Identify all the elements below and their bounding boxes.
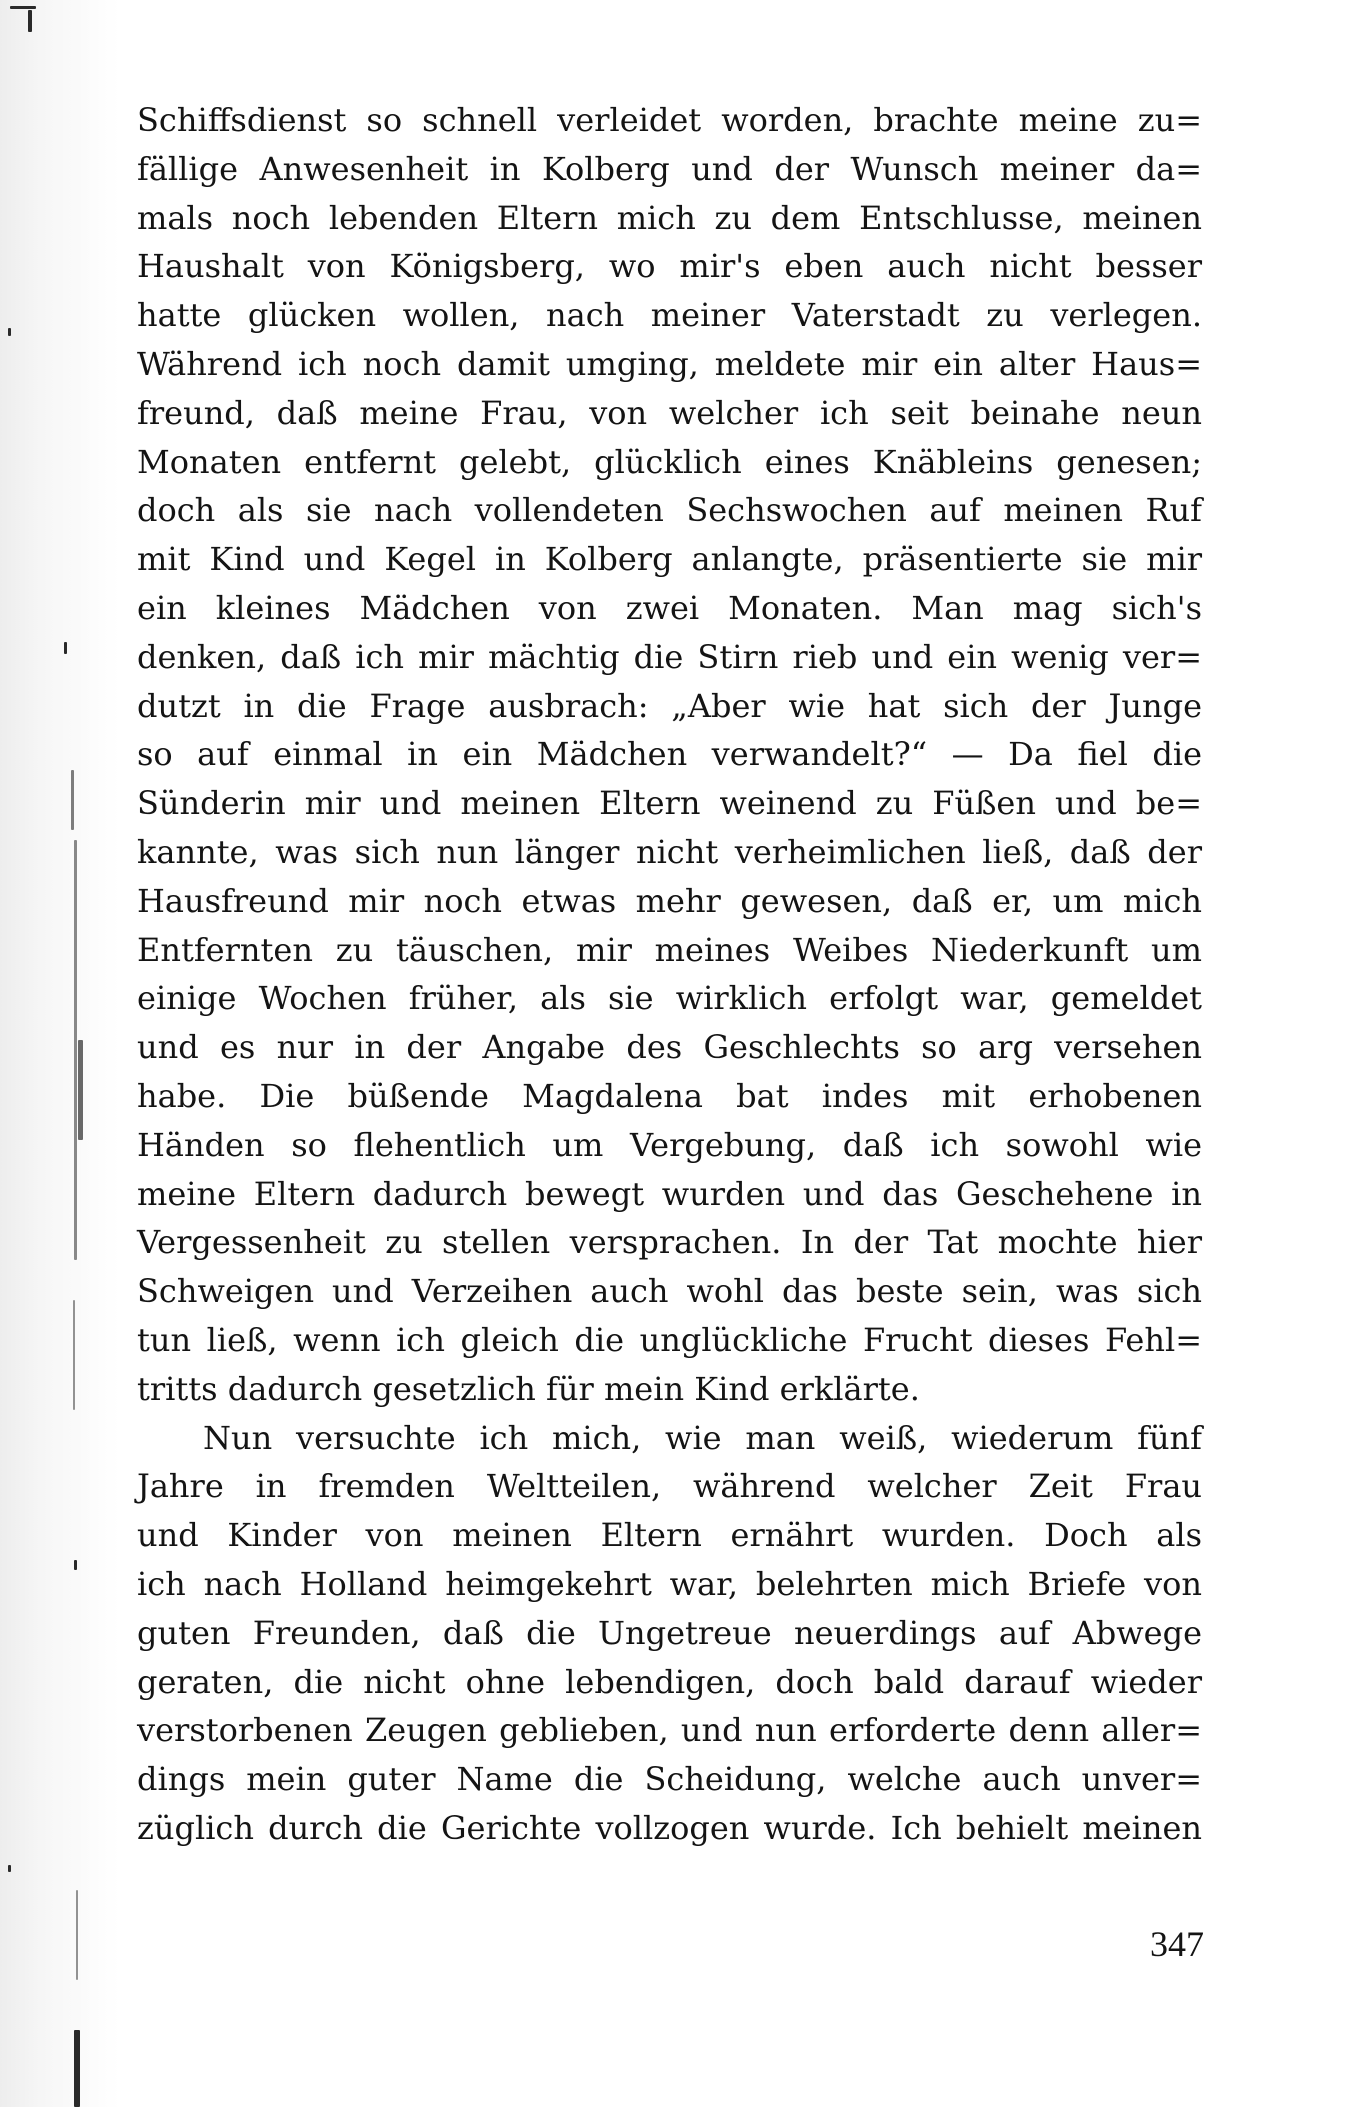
text-line: Entfernten zu täuschen, mir meines Weibes Niederkunft um: [137, 930, 1202, 969]
text-line: guten Freunden, daß die Ungetreue neuerdings auf Abwege: [137, 1613, 1202, 1652]
page-binding-edge: [0, 0, 120, 2107]
text-line: kannte, was sich nun länger nicht verheimlichen ließ, daß der: [137, 832, 1202, 871]
paragraph-1: [137, 96, 1202, 1414]
text-line: dutzt in die Frage ausbrach: „Aber wie hat sich der Junge: [137, 686, 1202, 725]
text-line: Sünderin mir und meinen Eltern weinend zu Füßen und be=: [137, 784, 1202, 823]
text-line: und Kinder von meinen Eltern ernährt wurden. Doch als: [137, 1516, 1202, 1555]
text-line: freund, daß meine Frau, von welcher ich seit beinahe neun: [137, 393, 1202, 432]
text-line: meine Eltern dadurch bewegt wurden und das Geschehene in: [137, 1174, 1202, 1213]
text-line: mals noch lebenden Eltern mich zu dem Entschlusse, meinen: [137, 198, 1202, 237]
text-line: denken, daß ich mir mächtig die Stirn rieb und ein wenig ver=: [137, 637, 1202, 676]
text-line: Während ich noch damit umging, meldete mir ein alter Haus=: [137, 344, 1202, 383]
text-line: doch als sie nach vollendeten Sechswochen auf meinen Ruf: [137, 491, 1202, 530]
text-line: verstorbenen Zeugen geblieben, und nun erforderte denn aller=: [137, 1711, 1202, 1750]
text-line: Vergessenheit zu stellen versprachen. In der Tat mochte hier: [137, 1223, 1202, 1262]
text-line: und es nur in der Angabe des Geschlechts so arg versehen: [137, 1028, 1202, 1067]
text-line: dings mein guter Name die Scheidung, welche auch unver=: [137, 1760, 1202, 1799]
text-line: tun ließ, wenn ich gleich die unglückliche Frucht dieses Fehl=: [137, 1320, 1202, 1359]
text-line: Schiffsdienst so schnell verleidet worden, brachte meine zu=: [137, 101, 1202, 139]
paragraph-2: [137, 1414, 1202, 1853]
text-line: Jahre in fremden Weltteilen, während welcher Zeit Frau: [137, 1467, 1202, 1506]
text-line: züglich durch die Gerichte vollzogen wurde. Ich behielt meinen: [137, 1808, 1202, 1847]
page-text: [137, 96, 1202, 1853]
text-line: Haushalt von Königsberg, wo mir's eben auch nicht besser: [137, 247, 1202, 286]
text-line: Nun versuchte ich mich, wie man weiß, wiederum fünf: [203, 1418, 1202, 1457]
text-line: fällige Anwesenheit in Kolberg und der Wunsch meiner da=: [137, 149, 1202, 188]
text-line: Schweigen und Verzeihen auch wohl das beste sein, was sich: [137, 1272, 1202, 1311]
text-line: Monaten entfernt gelebt, glücklich eines Knäbleins genesen;: [137, 442, 1202, 481]
text-line: Hausfreund mir noch etwas mehr gewesen, daß er, um mich: [137, 881, 1202, 920]
text-line: tritts dadurch gesetzlich für mein Kind erklärte.: [137, 1369, 920, 1408]
text-line: hatte glücken wollen, nach meiner Vaterstadt zu verlegen.: [137, 296, 1202, 335]
text-line: einige Wochen früher, als sie wirklich erfolgt war, gemeldet: [137, 979, 1202, 1018]
text-line: ein kleines Mädchen von zwei Monaten. Man mag sich's: [137, 588, 1202, 627]
text-line: so auf einmal in ein Mädchen verwandelt?“ — Da fiel die: [137, 735, 1202, 774]
text-line: ich nach Holland heimgekehrt war, belehrten mich Briefe von: [137, 1564, 1202, 1603]
text-line: geraten, die nicht ohne lebendigen, doch bald darauf wieder: [137, 1662, 1202, 1701]
text-line: habe. Die büßende Magdalena bat indes mit erhobenen: [137, 1076, 1202, 1115]
text-line: mit Kind und Kegel in Kolberg anlangte, präsentierte sie mir: [137, 540, 1202, 579]
page-number: 347: [1150, 1924, 1204, 1964]
text-line: Händen so flehentlich um Vergebung, daß ich sowohl wie: [137, 1125, 1202, 1164]
